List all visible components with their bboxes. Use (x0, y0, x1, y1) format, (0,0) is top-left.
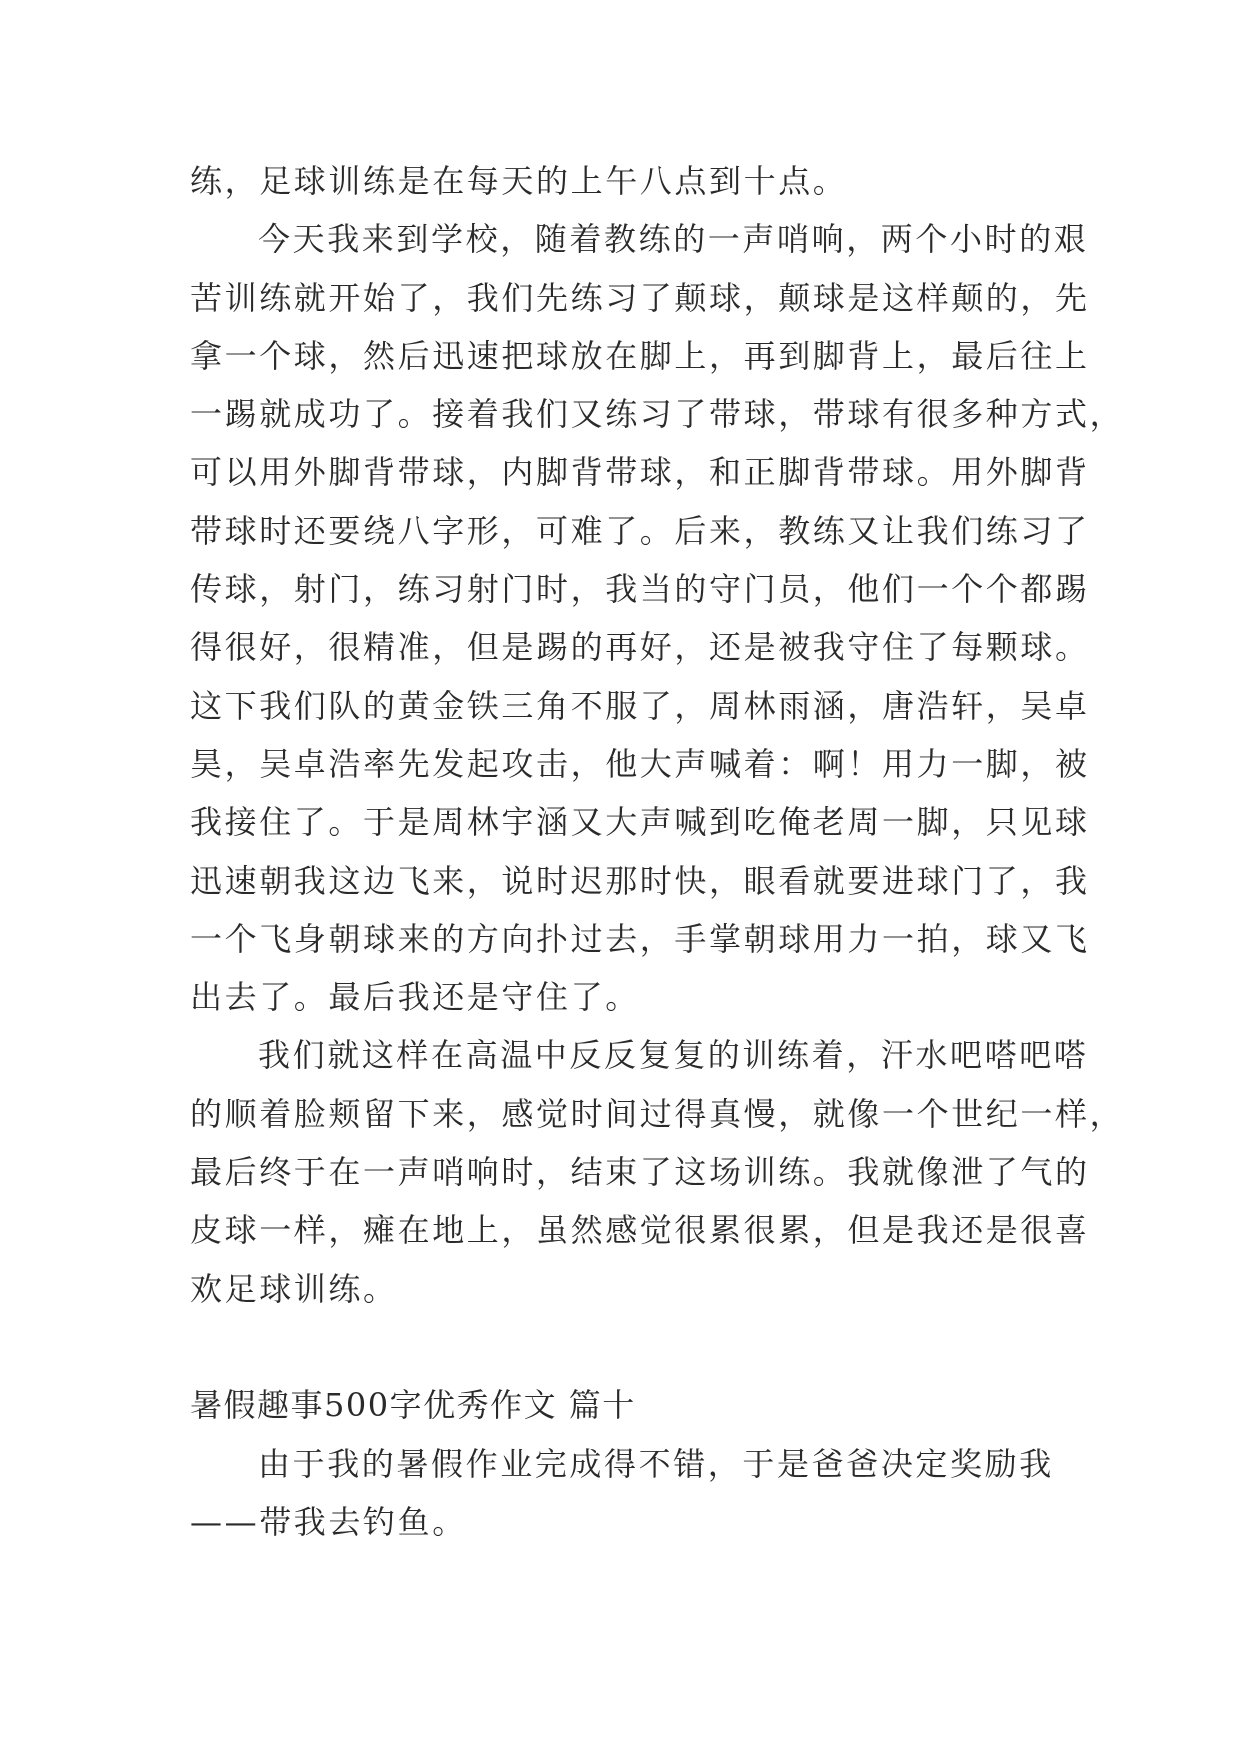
text-line: 苦训练就开始了，我们先练习了颠球，颠球是这样颠的，先 (190, 278, 1090, 317)
text-line: 一个飞身朝球来的方向扑过去，手掌朝球用力一拍，球又飞 (190, 919, 1090, 958)
text-line: 出去了。最后我还是守住了。 (190, 978, 640, 1017)
section (190, 1376, 1070, 1434)
text-line: 皮球一样，瘫在地上，虽然感觉很累很累，但是我还是很喜 (190, 1211, 1090, 1250)
text-line: 这下我们队的黄金铁三角不服了，周林雨涵，唐浩轩，吴卓 (190, 686, 1090, 725)
paragraph (190, 1026, 1125, 1317)
paragraph (190, 152, 1070, 210)
text-line: 我接住了。于是周林宇涵又大声喊到吃俺老周一脚，只见球 (190, 803, 1090, 842)
text-line: 一踢就成功了。接着我们又练习了带球，带球有很多种方式， (190, 395, 1125, 434)
text-line: 欢足球训练。 (190, 1269, 398, 1308)
text-line: ——带我去钓鱼。 (190, 1502, 467, 1541)
paragraph (190, 210, 1125, 1026)
text-line: 的顺着脸颊留下来，感觉时间过得真慢，就像一个世纪一样， (190, 1094, 1125, 1133)
text-line: 由于我的暑假作业完成得不错，于是爸爸决定奖励我 (258, 1444, 1054, 1483)
text-line: 最后终于在一声哨响时，结束了这场训练。我就像泄了气的 (190, 1153, 1090, 1192)
section-heading: 暑假趣事500字优秀作文 篇十 (190, 1386, 636, 1425)
text-line: 得很好，很精准，但是踢的再好，还是被我守住了每颗球。 (190, 628, 1090, 667)
text-line: 今天我来到学校，随着教练的一声哨响，两个小时的艰 (258, 220, 1089, 259)
text-line: 传球，射门，练习射门时，我当的守门员，他们一个个都踢 (190, 570, 1090, 609)
paragraph (190, 1435, 1070, 1552)
text-line: 迅速朝我这边飞来，说时迟那时快，眼看就要进球门了，我 (190, 861, 1090, 900)
text-line: 带球时还要绕八字形，可难了。后来，教练又让我们练习了 (190, 511, 1090, 550)
text-line: 拿一个球，然后迅速把球放在脚上，再到脚背上，最后往上 (190, 336, 1090, 375)
paragraph-spacer (190, 1318, 1070, 1376)
text-line: 练，足球训练是在每天的上午八点到十点。 (190, 162, 848, 200)
document-body (190, 152, 1125, 1551)
text-line: 我们就这样在高温中反反复复的训练着，汗水吧嗒吧嗒 (258, 1036, 1089, 1075)
text-line: 可以用外脚背带球，内脚背带球，和正脚背带球。用外脚背 (190, 453, 1090, 492)
text-line: 昊，吴卓浩率先发起攻击，他大声喊着：啊！用力一脚，被 (190, 744, 1090, 783)
